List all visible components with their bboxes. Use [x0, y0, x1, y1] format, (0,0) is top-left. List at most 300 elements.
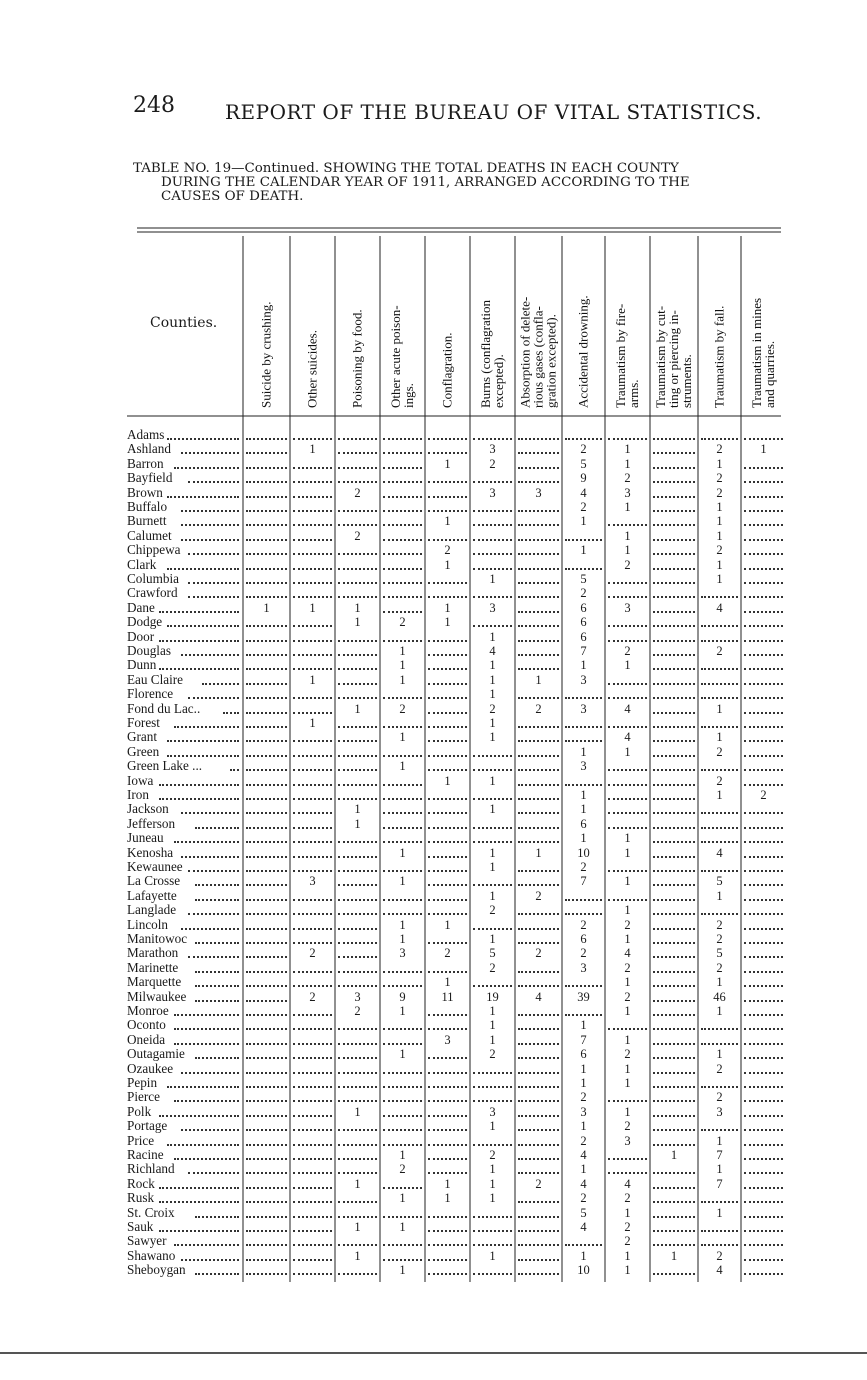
data-cell: 2: [535, 701, 542, 716]
leader-dots: [167, 622, 240, 627]
empty-cell: [338, 1025, 377, 1030]
column-header: [388, 305, 416, 408]
empty-cell: [473, 478, 512, 483]
empty-cell: [608, 579, 647, 584]
empty-cell: [608, 824, 647, 829]
data-cell: 1: [354, 802, 361, 817]
data-cell: 7: [580, 644, 587, 658]
running-head: REPORT OF THE BUREAU OF VITAL STATISTICS.: [225, 100, 763, 124]
county-name: Richland: [127, 1161, 175, 1177]
empty-cell: [653, 1040, 695, 1045]
empty-cell: [293, 622, 332, 627]
empty-cell: [338, 565, 377, 570]
empty-cell: [428, 1112, 467, 1117]
empty-cell: [701, 1227, 738, 1232]
empty-cell: [744, 637, 783, 642]
empty-cell: [293, 1256, 332, 1261]
data-cell: 1: [624, 1004, 631, 1018]
empty-cell: [608, 694, 647, 699]
county-name: Adams: [127, 427, 165, 442]
data-cell: 1: [716, 888, 723, 903]
empty-cell: [293, 1011, 332, 1016]
empty-cell: [428, 651, 467, 656]
empty-cell: [338, 694, 377, 699]
column-header: [305, 330, 320, 408]
empty-cell: [744, 925, 783, 930]
empty-cell: [428, 1069, 467, 1074]
leader-dots: [188, 1169, 239, 1174]
empty-cell: [701, 1025, 738, 1030]
data-cell: 1: [399, 1220, 406, 1234]
empty-cell: [473, 1069, 512, 1074]
empty-cell: [293, 1198, 332, 1203]
county-name: Calumet: [127, 527, 172, 543]
empty-cell: [744, 997, 783, 1002]
data-cell: 2: [716, 932, 723, 946]
empty-cell: [428, 752, 467, 757]
empty-cell: [565, 1011, 602, 1016]
empty-cell: [744, 838, 783, 843]
data-cell: 19: [486, 989, 499, 1004]
empty-cell: [338, 1083, 377, 1088]
data-cell: 7: [580, 874, 587, 889]
empty-cell: [653, 1083, 695, 1088]
data-cell: 1: [489, 802, 496, 817]
data-cell: 2: [624, 917, 631, 932]
empty-cell: [653, 435, 695, 440]
county-name: Door: [127, 628, 155, 644]
empty-cell: [338, 1241, 377, 1246]
leader-dots: [174, 1011, 239, 1016]
empty-cell: [246, 449, 287, 454]
empty-cell: [383, 507, 422, 512]
empty-cell: [518, 881, 559, 886]
empty-cell: [653, 1227, 695, 1232]
empty-cell: [565, 723, 602, 728]
empty-cell: [383, 1083, 422, 1088]
empty-cell: [338, 680, 377, 685]
empty-cell: [653, 795, 695, 800]
leader-dots: [181, 536, 239, 541]
empty-cell: [744, 1241, 783, 1246]
leader-dots: [195, 982, 239, 987]
empty-cell: [744, 953, 783, 958]
empty-cell: [518, 536, 559, 541]
data-cell: 1: [580, 788, 587, 802]
empty-cell: [701, 1083, 738, 1088]
empty-cell: [701, 622, 738, 627]
data-cell: 1: [309, 672, 316, 687]
data-cell: 1: [489, 1119, 496, 1134]
data-cell: 1: [624, 1032, 631, 1047]
empty-cell: [383, 824, 422, 829]
county-name: Shawano: [127, 1247, 176, 1263]
data-cell: 2: [624, 989, 631, 1004]
empty-cell: [608, 809, 647, 814]
empty-cell: [518, 1141, 559, 1146]
leader-dots: [181, 1126, 239, 1131]
empty-cell: [744, 1083, 783, 1088]
data-cell: 1: [580, 802, 587, 817]
empty-cell: [473, 766, 512, 771]
leader-dots: [202, 680, 239, 685]
empty-cell: [383, 579, 422, 584]
empty-cell: [246, 478, 287, 483]
empty-cell: [518, 651, 559, 656]
empty-cell: [246, 1097, 287, 1102]
data-cell: 2: [489, 903, 496, 918]
data-cell: 1: [309, 716, 316, 730]
empty-cell: [293, 1141, 332, 1146]
empty-cell: [246, 593, 287, 598]
empty-cell: [653, 968, 695, 973]
empty-cell: [473, 1241, 512, 1246]
empty-cell: [518, 838, 559, 843]
column-header: [350, 309, 365, 408]
data-cell: 1: [716, 1047, 723, 1062]
empty-cell: [744, 867, 783, 872]
empty-cell: [383, 1213, 422, 1218]
data-cell: 5: [716, 874, 723, 889]
empty-cell: [518, 1097, 559, 1102]
data-cell: 1: [399, 917, 406, 932]
county-name: Milwaukee: [127, 988, 187, 1004]
empty-cell: [701, 680, 738, 685]
data-cell: 4: [716, 1263, 723, 1278]
empty-cell: [518, 982, 559, 987]
empty-cell: [653, 925, 695, 930]
leader-dots: [159, 1184, 239, 1189]
empty-cell: [518, 723, 559, 728]
leader-dots: [167, 737, 240, 742]
data-cell: 2: [716, 1090, 723, 1105]
empty-cell: [518, 910, 559, 915]
data-cell: 3: [580, 960, 587, 975]
empty-cell: [293, 982, 332, 987]
empty-cell: [744, 809, 783, 814]
data-cell: 1: [399, 1047, 406, 1062]
data-cell: 1: [624, 932, 631, 946]
empty-cell: [653, 709, 695, 714]
data-cell: 1: [716, 975, 723, 990]
data-cell: 1: [716, 1205, 723, 1220]
data-cell: 1: [354, 816, 361, 831]
leader-dots: [195, 1270, 239, 1275]
empty-cell: [653, 593, 695, 598]
data-cell: 3: [580, 1104, 587, 1119]
data-cell: 3: [489, 485, 496, 500]
empty-cell: [246, 838, 287, 843]
data-cell: 2: [580, 1090, 587, 1105]
leader-dots: [174, 838, 239, 843]
empty-cell: [701, 1198, 738, 1203]
empty-cell: [473, 1083, 512, 1088]
empty-cell: [518, 1241, 559, 1246]
data-cell: 2: [535, 1176, 542, 1191]
leader-dots: [195, 1213, 239, 1218]
data-cell: 1: [716, 730, 723, 745]
column-header-line: struments.: [679, 354, 694, 408]
empty-cell: [338, 665, 377, 670]
data-cell: 2: [399, 1162, 406, 1177]
empty-cell: [338, 507, 377, 512]
empty-cell: [473, 824, 512, 829]
data-cell: 2: [624, 1220, 631, 1234]
data-cell: 3: [489, 1104, 496, 1119]
empty-cell: [744, 1126, 783, 1131]
empty-cell: [473, 925, 512, 930]
empty-cell: [653, 896, 695, 901]
empty-cell: [246, 939, 287, 944]
empty-cell: [428, 478, 467, 483]
column-header-line: Absorption of delete-: [517, 296, 533, 408]
data-cell: 6: [580, 816, 587, 831]
data-cell: 1: [399, 1191, 406, 1206]
caption-line-3: CAUSES OF DEATH.: [161, 189, 304, 204]
data-cell: 1: [489, 629, 496, 644]
empty-cell: [653, 881, 695, 886]
empty-cell: [338, 521, 377, 526]
empty-cell: [653, 694, 695, 699]
empty-cell: [428, 665, 467, 670]
empty-cell: [701, 593, 738, 598]
empty-cell: [246, 493, 287, 498]
leader-dots: [181, 521, 239, 526]
leader-dots: [195, 997, 239, 1002]
data-cell: 5: [580, 456, 587, 471]
data-cell: 10: [577, 1263, 590, 1278]
empty-cell: [473, 1097, 512, 1102]
empty-cell: [246, 867, 287, 872]
empty-cell: [383, 1126, 422, 1131]
data-cell: 1: [399, 730, 406, 745]
data-cell: 3: [354, 989, 361, 1004]
column-header-line: Suicide by crushing.: [258, 301, 274, 408]
data-cell: 1: [624, 845, 631, 860]
data-cell: 3: [624, 600, 631, 615]
data-cell: 1: [716, 528, 723, 543]
data-cell: 2: [624, 960, 631, 975]
leader-dots: [159, 1198, 239, 1203]
leader-dots: [188, 867, 239, 872]
empty-cell: [653, 665, 695, 670]
empty-cell: [293, 1184, 332, 1189]
empty-cell: [653, 1097, 695, 1102]
empty-cell: [428, 637, 467, 642]
empty-cell: [744, 593, 783, 598]
data-cell: 2: [716, 485, 723, 500]
county-name: Rock: [127, 1175, 155, 1191]
empty-cell: [246, 925, 287, 930]
empty-cell: [246, 766, 287, 771]
data-cell: 1: [624, 903, 631, 918]
leader-dots: [188, 910, 239, 915]
empty-cell: [518, 1155, 559, 1160]
empty-cell: [246, 953, 287, 958]
data-cell: 1: [716, 701, 723, 716]
data-cell: 1: [309, 600, 316, 615]
empty-cell: [338, 925, 377, 930]
empty-cell: [518, 925, 559, 930]
empty-cell: [338, 651, 377, 656]
empty-cell: [293, 464, 332, 469]
data-cell: 3: [535, 485, 542, 500]
data-cell: 1: [399, 759, 406, 774]
data-cell: 2: [309, 946, 316, 961]
empty-cell: [246, 709, 287, 714]
empty-cell: [293, 968, 332, 973]
leader-dots: [174, 1025, 239, 1030]
empty-cell: [383, 608, 422, 613]
data-cell: 4: [580, 1220, 587, 1234]
empty-cell: [653, 1169, 695, 1174]
empty-cell: [518, 1126, 559, 1131]
data-cell: 2: [309, 989, 316, 1004]
empty-cell: [383, 896, 422, 901]
data-cell: 1: [580, 1018, 587, 1033]
empty-cell: [473, 982, 512, 987]
empty-cell: [518, 608, 559, 613]
data-cell: 6: [580, 600, 587, 615]
empty-cell: [744, 896, 783, 901]
data-cell: 4: [580, 485, 587, 500]
empty-cell: [744, 1054, 783, 1059]
empty-cell: [653, 478, 695, 483]
data-cell: 3: [489, 600, 496, 615]
county-name: Ashland: [127, 441, 171, 457]
leader-dots: [174, 1241, 239, 1246]
empty-cell: [653, 1126, 695, 1131]
county-name: Lincoln: [127, 916, 169, 932]
empty-cell: [338, 910, 377, 915]
data-cell: 1: [444, 1176, 451, 1191]
empty-cell: [518, 478, 559, 483]
data-cell: 1: [624, 831, 631, 846]
data-cell: 3: [580, 672, 587, 687]
empty-cell: [473, 521, 512, 526]
empty-cell: [701, 1126, 738, 1131]
empty-cell: [701, 766, 738, 771]
empty-cell: [246, 521, 287, 526]
data-cell: 1: [489, 1176, 496, 1191]
data-cell: 4: [489, 644, 496, 658]
data-cell: 6: [580, 629, 587, 644]
empty-cell: [246, 795, 287, 800]
empty-cell: [293, 536, 332, 541]
empty-cell: [653, 536, 695, 541]
empty-cell: [473, 550, 512, 555]
empty-cell: [338, 1198, 377, 1203]
data-cell: 2: [624, 1234, 631, 1249]
county-name: Oconto: [127, 1017, 166, 1033]
data-cell: 1: [489, 687, 496, 702]
empty-cell: [608, 781, 647, 786]
empty-cell: [428, 536, 467, 541]
data-cell: 1: [624, 874, 631, 889]
empty-cell: [518, 622, 559, 627]
empty-cell: [653, 464, 695, 469]
empty-cell: [383, 795, 422, 800]
caption-line-1: TABLE NO. 19—Continued. SHOWING THE TOTAL DEATHS IN EACH COUNTY: [133, 161, 679, 176]
data-cell: 1: [489, 888, 496, 903]
data-cell: 1: [399, 874, 406, 889]
empty-cell: [518, 521, 559, 526]
data-cell: 2: [444, 543, 451, 558]
county-name: St. Croix: [127, 1204, 175, 1220]
empty-cell: [653, 680, 695, 685]
empty-cell: [653, 1112, 695, 1117]
data-cell: 2: [580, 1191, 587, 1206]
empty-cell: [383, 1256, 422, 1261]
empty-cell: [246, 1270, 287, 1275]
empty-cell: [246, 1025, 287, 1030]
empty-cell: [246, 1141, 287, 1146]
empty-cell: [293, 1126, 332, 1131]
empty-cell: [653, 1054, 695, 1059]
empty-cell: [246, 1169, 287, 1174]
county-name: Jefferson: [127, 815, 176, 831]
data-cell: 1: [716, 500, 723, 514]
empty-cell: [518, 1112, 559, 1117]
county-name: Bayfield: [127, 470, 173, 486]
empty-cell: [293, 867, 332, 872]
empty-cell: [246, 622, 287, 627]
empty-cell: [473, 1227, 512, 1232]
data-cell: 1: [489, 1018, 496, 1033]
empty-cell: [653, 910, 695, 915]
empty-cell: [428, 1025, 467, 1030]
empty-cell: [701, 824, 738, 829]
column-header: [576, 295, 591, 408]
data-cell: 2: [580, 500, 587, 514]
empty-cell: [473, 593, 512, 598]
data-cell: 1: [716, 1162, 723, 1177]
leader-dots: [195, 881, 239, 886]
data-cell: 7: [716, 1148, 723, 1162]
empty-cell: [246, 680, 287, 685]
empty-cell: [653, 1241, 695, 1246]
empty-cell: [744, 1184, 783, 1189]
data-cell: 1: [354, 1248, 361, 1263]
empty-cell: [246, 464, 287, 469]
data-cell: 1: [716, 1133, 723, 1148]
data-cell: 1: [489, 1248, 496, 1263]
column-header-line: Traumatism by fire-: [613, 303, 628, 408]
empty-cell: [246, 1213, 287, 1218]
county-name: Douglas: [127, 643, 171, 658]
empty-cell: [293, 1241, 332, 1246]
leader-dots: [195, 824, 239, 829]
data-cell: 2: [354, 528, 361, 543]
data-cell: 1: [399, 1263, 406, 1278]
empty-cell: [744, 982, 783, 987]
empty-cell: [565, 694, 602, 699]
data-cell: 1: [624, 528, 631, 543]
empty-cell: [246, 809, 287, 814]
data-cell: 1: [489, 572, 496, 586]
empty-cell: [383, 752, 422, 757]
empty-cell: [246, 910, 287, 915]
empty-cell: [608, 1169, 647, 1174]
data-cell: 6: [580, 615, 587, 630]
empty-cell: [338, 464, 377, 469]
empty-cell: [246, 665, 287, 670]
data-cell: 9: [580, 471, 587, 486]
empty-cell: [518, 752, 559, 757]
empty-cell: [518, 1270, 559, 1275]
empty-cell: [608, 521, 647, 526]
data-cell: 1: [580, 1248, 587, 1263]
